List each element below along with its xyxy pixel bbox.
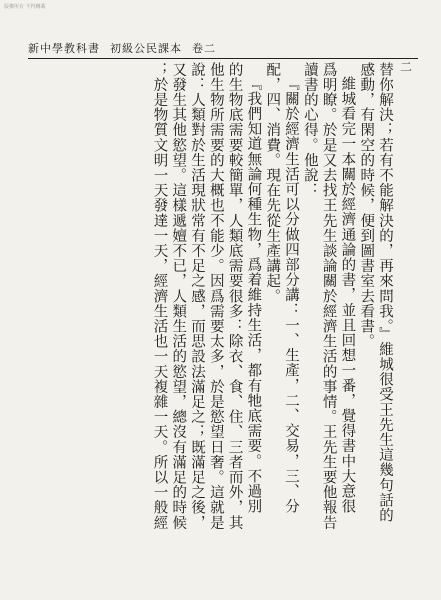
text-column: 『我們知道無論何種生物，爲着維持生活，都有牠底需要。不過別	[245, 76, 262, 514]
book-title: 初級公民課本	[110, 42, 182, 55]
text-column: 說：人類對於生活現狀常有不足之感，而思設法滿足之；既滿足之後，	[189, 62, 206, 531]
text-column: 感動，有閑空的時候，便到圖書室去看書。	[358, 62, 375, 349]
volume-label: 卷二	[192, 42, 216, 55]
text-column: 配，四、消費。現在先從生產講起。	[264, 62, 281, 304]
text-column: 讀書的心得。他說：	[301, 62, 318, 198]
text-column: 替你解決；若有不能解決的，再來問我。』維城很受王先生這幾句話的	[377, 62, 393, 523]
series-name: 新中學教科書	[28, 42, 100, 55]
page-number: 二	[399, 60, 412, 74]
text-column: ；於是物質文明一天發達一天，經濟生活也一天複雜一天。所以一般經	[151, 62, 168, 531]
text-column: 『關於經濟生活可以分做四部分講：一、生產，二、交易，三、分	[283, 76, 300, 514]
watermark-text: 版權所有 不得轉載	[4, 4, 46, 10]
running-header	[28, 40, 418, 59]
text-column: 爲明瞭。於是又去找王先生談論關於經濟生活的事情。王先生要他報告	[320, 62, 337, 531]
text-body	[28, 62, 394, 585]
text-column: 他生物所需要的大概也不能少。因爲需要太多，於是慾望日奢。這就是	[207, 62, 224, 531]
text-column: 維城看完一本關於經濟通論的書，並且回想一番，覺得書中大意很	[339, 76, 356, 514]
text-column: 又發生其他慾望。這樣遞嬗不已，人類生活的慾望，總沒有滿足的時候	[170, 62, 187, 531]
running-head	[28, 40, 216, 56]
text-column: 的生物底需要較簡單，人類底需要很多：除衣、食、住、三者而外，其	[226, 62, 243, 531]
book-page	[28, 40, 418, 585]
